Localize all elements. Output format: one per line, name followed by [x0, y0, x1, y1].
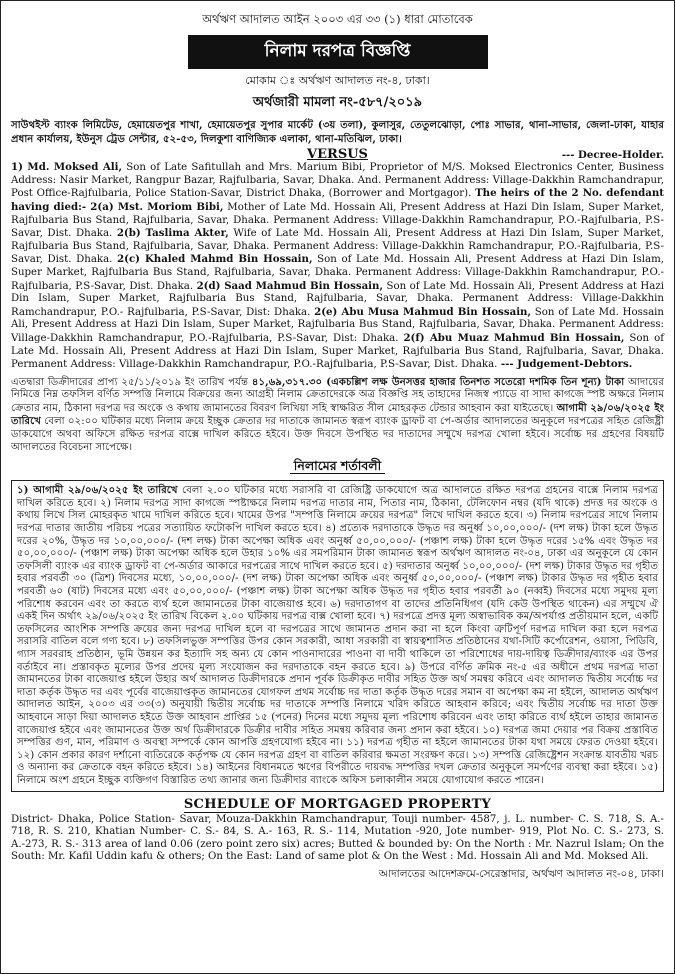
- terms-text: বেলা ২.০০ ঘটিকার মধ্যে সরাসরি বা রেজিষ্ট্রি ডাকযোগে অত্র আদালতে রক্ষিত দরপত্র গ্রহনের বাক্সে নিলাম দরপত্র দাখিল করিতে হবে। ২) নিলাম দরপত্র সাদা কাগজে স্পষ্টাক্ষরে নিলাম দরপত্র দাতার নাম, পিতার নাম, ঠিকানা, টেলিফোন নম্বর (যদি থাকে) প্রদত্ত দর অংকে ও কথায় লিখে সিল মোহরকৃত খামে দাখিল করিতে হবে। খামের উপর "সম্পত্তি নিলামে ক্রয়ের দরপত্র" লিখে দাখিল করতে হবে। ৩) নিলাম দরপত্রের সাথে নিলাম দরপত্র দাতার জাতীয় পরিচয় পত্রের সত্যায়িত ফটোকপি দাখিল করতে হবে। ৪) প্রত্যেক দরদাতাকে উদ্ধৃত দর অনুর্ধ্ব ১০,০০,০০০/- (দশ লক্ষ) টাকা হলে উদ্ধৃত দরের ২০%, উদ্ধৃত দর ১০,০০,০০০/- (দশ লক্ষ) টাকা অপেক্ষা অধিক এবং অনুর্ধ্ব ৫০,০০,০০০/- (পঞ্চাশ লক্ষ) টাকা হলে উদ্ধৃত দরের ১৫% এবং উদ্ধৃত দর ৫০,০০,০০০/- (পঞ্চাশ লক্ষ) টাকা অপেক্ষা অধিক হলে উহার ১০% এর সমপরিমান টাকা জামানত স্বরূপ অর্থঋণ আদালত নং-০৪, ঢাকা এর অনুকূলে যে কোন তফসিলী ব্যাংক এর ব্যাংক ড্রাফট বা পে-অর্ডার আকারে দরপত্রের সাথে দাখিল করতে হবে। ৫) দরদাতার অনুর্ধ্ব ১০,০০,০০০/- (দশ লক্ষ) টাকার উদ্ধৃত দর গৃহীত হবার পরবর্তী ৩০ (ত্রিশ) দিবসের মধ্যে, ১০,০০,০০০/- (দশ লক্ষ) টাকা অপেক্ষা অধিক এবং অনুর্ধ্ব ৫০,০০,০০০/- (পঞ্চাশ লক্ষ) টাকার উদ্ধৃত দর গৃহীত হবার পরবর্তী ৬০ (ষাট) দিবসের মধ্যে এবং ৫০,০০,০০০/- (পঞ্চাশ লক্ষ) টাকা অপেক্ষা অধিক উদ্ধৃত দর গৃহীত হবার পরবর্তী ৯০ (নব্বই) দিবসের মধ্যে সমুদয় মূল্য পরিশোধ করবেন এবং তা করতে ব্যর্থ হলে জামানতের টাকা বাজেয়াপ্ত হবে। ৬) দরদাতাগণ বা তাদের প্রতিনিধিগণ (যদি কেউ উপস্থিত থাকেন) এর সম্মুখে ঐ একই দিন অর্থাৎ ২৯/০৬/২০২৫ ইং তারিখ বিকেল ২.০০ ঘটিকায় দরপত্র বাক্স খোলা হবে। ৭) দরপত্রে প্রদত্ত মূল্য অস্বাভাবিক কম/অপর্যাপ্ত প্রতীয়মান হলে, একটি তফসিলের আংশিক সম্পত্তি ক্রয়ের জন্য দরপত্র দাখিল হলে বা দরপত্রের সাথে জামানত প্রদান করা না হলে কিংবা ত্রুটিপূর্ণ দরপত্র দাখিল করা হলে দরপত্র সরাসরি বাতিল বলে গণ্য হবে। ৮) তফসিলভুক্ত সম্পত্তির উপর কোন সরকারী, আধা সরকারী বা স্বায়ত্বশাসিত প্রতিষ্ঠানের যথা-সিটি কর্পোরেশন, ওয়াসা, পিডিবি, গ্যাস সরবরাহ প্রতিষ্ঠান, ভূমি উন্নয়ন কর ইত্যাদি সহ অন্য যে কোন পাওনাদারের পাওনা বা দাবী থাকিলে তা পরিশোধের দায়-দায়িত্ব ডিক্রীদার/ব্যাংক এর উপর বর্তাইবে না। প্রস্তাবকৃত মূল্যের উপর প্রদেয় মূল্য সংযোজন কর দরদাতাকে বহন করতে হবে। ৯) উপরে বর্ণিত ক্রমিক নং-৫ এর অধীনে প্রথম দরপত্র দাতা জামানতের টাকা বাজেয়াপ্ত হইলে উহার অর্থ আদালত ডিক্রীদারকে প্রদান পূর্বক ডিক্রীকৃত দাবীর সহিত উক্ত অর্থ সমন্বয় করিবে এবং আদালত দ্বিতীয় সর্বোচ্চ দর দাতা কর্তৃক উদ্ধৃত দর এবং পূর্বের বাজেয়াপ্তকৃত জামানতের যোগফল প্রথম সর্বোচ্চ দর দাতা কর্তৃক উদ্ধৃত দরের সমান বা অপেক্ষা কম না হইলে, আদালত অর্থঋণ আদালত আইন, ২০০৩ এর ৩৩(৩) অনুযায়ী দ্বিতীয় সর্বোচ্চ দর দাতাকে সম্পত্তি নিলামে খরিদ করিতে আহবান করিবে; এবং দ্বিতীয় সর্বোচ্চ দর দাতা উক্ত আহবানে সাড়া দিয়া আদালত হইতে উক্ত আহবান প্রাপ্তির ১৫ (পনের) দিনের মধ্যে সমুদয় মূল্য পরিশোধ করিবেন এবং তাহা করিতে ব্যর্থ হইলে তাহার জামানত বাজেয়াপ্ত হইবে এবং জামানতের উক্ত অর্থ ডিক্রীদারকে ডিক্রীর দাবীর সহিত সমন্বয় করিবার জন্য প্রদান করা হইবে। ১০) দরপত্র জমা দেয়ার পর বিক্রয় প্রস্তাবিত সম্পত্তির গুণ, মান, পরিমাণ ও অবস্থা সম্পর্কে কোন আপত্তি গ্রহণযোগ্য হইবে না। ১১) দরপত্র গৃহীত না হইলে জামানতের টাকা যথা সময়ে ফেরত দেওয়া হইবে। ১২) কোন প্রকার কারণ দর্শানো ব্যতিরেকে কর্তৃপক্ষ যে কোন দরপত্র গ্রহণ বা বাতিল করিবার ক্ষমতা সংরক্ষণ করে। ১৩) সম্পত্তি রেজিষ্ট্রেশন সংক্রান্ত যাবতীয় খরচ ও অন্যান্য কর ক্রেতাকে বহন করিতে হইবে। ১৪) আইনের বিধানমতে ঋণের বিপরীতে দায়বদ্ধ সম্পত্তির দখল ক্রেতার অনুকূলে সমর্পণের ব্যবস্থা করা হইবে। ১৫) নিলামে অংশ গ্রহনে ইচ্ছুক ব্যক্তিগণ বিস্তারিত তথ্য জানার জন্য ডিক্রীদার ব্যাংকে অফিস চলাকালীন সময়ে যোগাযোগ করতে পারেন।: [17, 485, 658, 786]
- debtor-2b-name: 2(b) Taslima Akter,: [116, 227, 229, 240]
- intro-part-2: আদায়ের নিমিত্তে নিম্ন তফসিল বর্ণিত সম্পত্তি নিলামে বিক্রয়ের জন্য আগ্রহী নিলাম ক্রেতাদেরকে অত্র বিজ্ঞপ্তি সহ তাহাদের নিজস্ব প্যাডে বা সাদা কাগজে স্পষ্ট অক্ষরে নিলাম ক্রেতার নাম, ঠিকানা দরপত্র দর অংকে ও কথায় জামানতের বিবরণ লিখিয়া সহি স্বাক্ষরিত সীল মোহরকৃত টেন্ডার আহবান করা যাইতেছে।: [11, 376, 664, 414]
- decree-holder-text: সাউথইস্ট ব্যাংক লিমিটেড, হেমায়েতপুর শাখা, হেমায়েতপুর সুপার মার্কেট (৩য় তলা), কুলাসুর, তেতুলঝোড়া, পোঃ সাভার, থানা-সাভার, জেলা-ঢাকা, যাহার প্রধান কার্যালয়, ইউনুস ট্রেড সেন্টার, ৫২-৫৩, দিলকুশা বাণিজ্যিক এলাকা, থানা-মতিঝিল, ঢাকা।: [11, 119, 664, 145]
- terms-heading: [11, 458, 664, 478]
- debtor-2f-name: 2(f) Abu Muaz Mahmud Bin Hossain,: [403, 331, 625, 344]
- debtor-2c-details: Son of Late Md. Hossain Ali, Present Address at Hazi Din Islam, Super Market, Rajfulbaria Bus Stand, Rajfulbaria, Savar, Dhaka. Permanent Address: Village-Dakkhin Ramchandrapur, P.O.- Rajfulbaria, P.S-Savar, Dist. Dhaka.: [11, 254, 665, 292]
- debtor-2c-name: 2(c) Khaled Mahmd Bin Hossain,: [117, 253, 313, 266]
- versus-label: VERSUS: [307, 147, 368, 163]
- schedule-text: District- Dhaka, Police Station- Savar, Mouza-Dakkhin Ramchandrapur, Touji number- 4587, j. L. number- C. S. 718, S. A.- 718, R. S. 210, Khatian Number- C. S.- 84, S. A.- 163, R. S.- 114, Mutation -920, Jote number- 919, Plot No. C. S.- 273, S. A.-273, R. S.- 313 area of land 0.06 (zero point zero six) acres; Butted & bounded by: On the North : Mr. Nazrul Islam; On the South: Mr. Kafil Uddin kafu & others; On the East: Land of same plot & On the West : Md. Hossain Ali and Md. Moksed Ali.: [11, 813, 664, 863]
- debtor-2d-details: Son of Late Md. Hossain Ali, Present Address at Hazi Din Islam, Super Market, Rajfulbaria Bus Stand, Rajfulbaria, Savar, Dhaka. Permanent Address: Village-Dakkhin Ramchandrapur, P.O.- Rajfulbaria, P.S-Savar, Dist: Dhaka.: [11, 280, 664, 318]
- court-name: মোকাম ঃ অর্থঋণ আদালত নং-৪, ঢাকা।: [245, 74, 430, 87]
- decree-amount: ৪১,৬৯,৩১৭.৩০ (একচল্লিশ লক্ষ উনসত্তর হাজার তিনশত সতেরো দশমিক তিন শূন্য) টাকা: [251, 375, 625, 388]
- schedule-heading: [11, 797, 664, 812]
- debtor-1-name: 1) Md. Moksed Ali,: [11, 161, 123, 174]
- decree-holder-role: --- Decree-Holder.: [561, 149, 664, 162]
- terms-title: নিলামের শর্তাবলী: [290, 458, 385, 474]
- debtor-2e-details: Son of Late Md. Hossain Ali, Present Address at Hazi Din Islam, Super Market, Rajfulbaria Bus Stand, Rajfulbaria, Savar, Dhaka. Permanent Address: Village-Dakkhin Ramchandrapur, P.O.-Rajfulbaria, P.S-Savar, Dist: Dhaka.: [11, 306, 664, 344]
- debtor-2d-name: 2(d) Saad Mahmud Bin Hossain,: [196, 279, 383, 292]
- decree-holder-section: [11, 119, 664, 146]
- debtor-1-details: Son of Late Safitullah and Mrs. Marium Bibi, Proprietor of M/S. Moksed Electronics Center, Business Address: Nasir Market, Rangpur Bazar, Rajfulbaria, Savar, Dhaka. And. Permanent Address: Village-Dakkhin Ramchandrapur, Post Office-Rajfulbaria, Police Station-Savar, District Dhaka, (Borrower and Mortgagor).: [11, 162, 664, 200]
- debtor-2e-name: 2(e) Abu Musa Mahmud Bin Hossain,: [314, 305, 532, 318]
- debtor-2b-details: Wife of Late Md. Hossain Ali, Present Address at Hazi Din Islam, Super Market, Rajfulbaria Bus Stand, Rajfulbaria, Savar, Dhaka. Permanent Address: Village-Dakkhin Ramchandrapur, P.O.-Rajfulbaria, P.S- Savar, Dist. Dhaka.: [11, 228, 664, 266]
- judgement-debtors-section: [11, 161, 664, 372]
- schedule-title: SCHEDULE OF MORTGAGED PROPERTY: [183, 796, 492, 812]
- debtor-2a-details: Mother of Late Md. Hossain Ali, Present Address at Hazi Din Islam, Super Market, Rajfulbaria Bus Stand, Rajfulbaria, Savar, Dhaka. Permanent Address: Village-Dakkhin Ramchandrapur, P.O.-Rajfulbaria, P.S- Savar, Dist. Dhaka.: [11, 201, 664, 240]
- judgement-debtors-role: --- Judgement-Debtors.: [497, 358, 633, 371]
- case-number: অর্থজারী মামলা নং-৫৮৭/২০১৯: [252, 95, 423, 110]
- intro-paragraph: [11, 376, 664, 455]
- intro-part-3: বেলা ০২:০০ ঘটিকার মধ্যে নিলাম ক্রয়ে ইচ্ছুক ক্রেতার দর দাতাকে জামানত স্বরূপ ব্যাংক ড্রাফট বা পে-অর্ডার আদালতের অনুকূলে দরপত্রের সহিত রেজিষ্ট্রী ডাকযোগে অথবা অফিসে রক্ষিত দরপত্র বাক্সে দাখিল করিতে হইবে। উক্ত দিবসে উপস্থিত দর দাতাদের সম্মুখে দরপত্র খোলা হইবে। সর্বোচ্চ দর গ্রহণের বিষয়টি আদালতের বিবেচনা সাপেক্ষে।: [11, 416, 664, 453]
- terms-box: [11, 480, 664, 791]
- versus-row: [11, 147, 664, 161]
- tender-date: আগামী ২৯/০৬/২০২৫ ইং তারিখে: [11, 401, 665, 428]
- signature-line: আদালতের আদেশক্রমে-সেরেস্তাদার, অর্থঋণ আদালত নং-০৪, ঢাকা।: [378, 867, 664, 880]
- heirs-heading: The heirs of the 2 No. defendant having died:- 2(a) Mst. Moriom Bibi,: [11, 187, 664, 213]
- intro-part-1: এতদ্বারা ডিক্রীদারের প্রাপ্য ২৫/১১/২০১৯ ইং তারিখ পর্যন্ত: [11, 376, 252, 388]
- term-1-lead: ১) আগামী ২৯/০৬/২০২৫ ইং তারিখে: [17, 484, 178, 497]
- debtor-2f-details: Son of Late Md. Hossain Ali, Present Address at Hazi Din Islam, Super Market, Rajfulbaria Bus Stand, Rajfulbaria, Savar, Dhaka. Permanent Address: Village-Dakkhin Ramchandrapur, P.O.-Rajfulbaria, P.S-Savar, Dist. Dhaka.: [11, 332, 665, 371]
- law-reference: অর্থঋণ আদালত আইন ২০০৩ এর ৩৩ (১) ধারা মোতাবেক: [202, 12, 473, 26]
- notice-title: নিলাম দরপত্র বিজ্ঞপ্তি: [188, 35, 488, 69]
